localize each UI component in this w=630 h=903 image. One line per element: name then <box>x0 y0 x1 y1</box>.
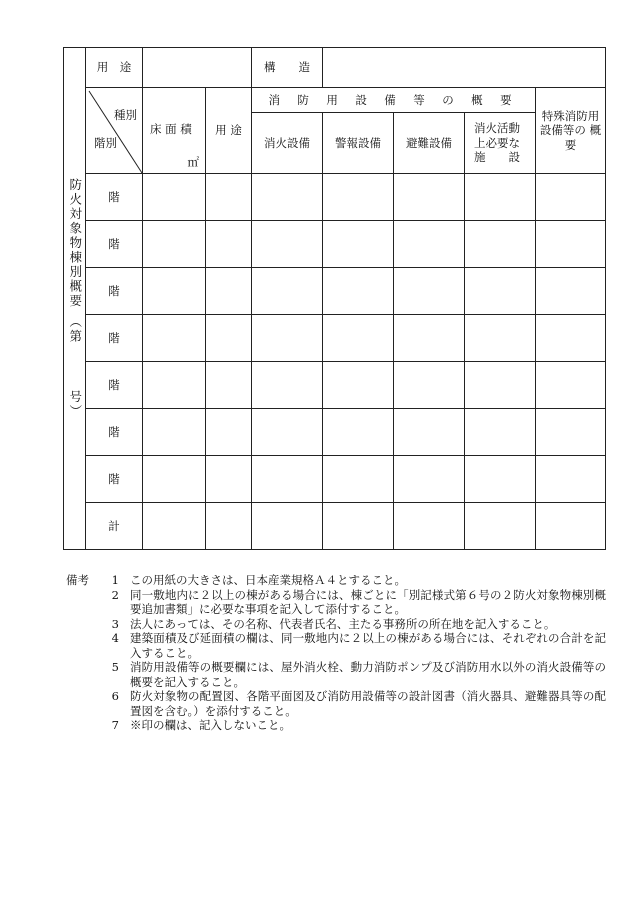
cell[interactable] <box>206 456 252 503</box>
floor-label: 階 <box>86 174 143 221</box>
cell[interactable] <box>536 362 606 409</box>
cell[interactable] <box>465 315 536 362</box>
cell[interactable] <box>252 315 323 362</box>
table-row <box>64 362 606 409</box>
cell[interactable] <box>206 174 252 221</box>
cell[interactable] <box>394 315 465 362</box>
cell[interactable] <box>252 503 323 550</box>
cell[interactable] <box>323 221 394 268</box>
floor-label: 階 <box>86 221 143 268</box>
note-num: 4 <box>111 631 119 645</box>
note-text: 消防用設備等の概要欄には、屋外消火栓、動力消防ポンプ及び消防用水以外の消火設備等の概要を記入すること。 <box>130 660 606 689</box>
cell[interactable] <box>252 456 323 503</box>
notes-section <box>66 573 606 733</box>
diagonal-line <box>86 88 143 174</box>
shubetsu-label: 種別 <box>114 108 137 122</box>
cell[interactable] <box>394 221 465 268</box>
youto-label: 用 途 <box>86 48 143 88</box>
cell[interactable] <box>206 268 252 315</box>
note-num: 5 <box>111 660 119 674</box>
shobo-header: 消 防 用 設 備 等 の 概 要 <box>252 88 536 113</box>
note-item <box>66 631 606 660</box>
note-num: 6 <box>111 689 119 703</box>
cell[interactable] <box>323 362 394 409</box>
cell[interactable] <box>252 409 323 456</box>
total-row <box>64 503 606 550</box>
floor-label: 階 <box>86 409 143 456</box>
total-label: 計 <box>86 503 143 550</box>
cell[interactable] <box>143 503 206 550</box>
cell[interactable] <box>143 456 206 503</box>
cell[interactable] <box>206 221 252 268</box>
shubetsu-kaibetsu-cell <box>86 88 143 174</box>
cell[interactable] <box>206 503 252 550</box>
cell[interactable] <box>252 221 323 268</box>
youto-value-cell[interactable] <box>143 48 252 88</box>
note-text: 法人にあっては、その名称、代表者氏名、主たる事務所の所在地を記入すること。 <box>130 616 556 631</box>
cell[interactable] <box>206 315 252 362</box>
table-row <box>64 221 606 268</box>
cell[interactable] <box>252 174 323 221</box>
tokushu-label: 特殊消防用設備等の 概 要 <box>539 108 602 152</box>
youto-col-label: 用 途 <box>206 88 252 174</box>
cell[interactable] <box>323 409 394 456</box>
note-item <box>66 660 606 689</box>
cell[interactable] <box>252 362 323 409</box>
table-row <box>64 268 606 315</box>
side-title-cell <box>64 48 86 550</box>
cell[interactable] <box>323 315 394 362</box>
cell[interactable] <box>252 268 323 315</box>
cell[interactable] <box>206 362 252 409</box>
cell[interactable] <box>323 503 394 550</box>
note-item <box>66 689 606 718</box>
cell[interactable] <box>536 221 606 268</box>
cell[interactable] <box>465 456 536 503</box>
note-item <box>66 718 606 733</box>
cell[interactable] <box>536 268 606 315</box>
cell[interactable] <box>143 268 206 315</box>
cell[interactable] <box>143 221 206 268</box>
floor-label: 階 <box>86 362 143 409</box>
note-item <box>66 588 606 617</box>
note-num: 1 <box>111 573 119 587</box>
note-item <box>66 617 606 632</box>
cell[interactable] <box>143 362 206 409</box>
note-text: 建築面積及び延面積の欄は、同一敷地内に２以上の棟がある場合には、それぞれの合計を記入すること。 <box>130 631 606 660</box>
col-shoka: 消火設備 <box>252 113 323 174</box>
cell[interactable] <box>465 362 536 409</box>
note-text: 同一敷地内に２以上の棟がある場合には、棟ごとに「別記様式第６号の２防火対象物棟別概要追加書類」に必要な事項を記入して添付すること。 <box>130 587 606 616</box>
cell[interactable] <box>536 456 606 503</box>
cell[interactable] <box>536 315 606 362</box>
cell[interactable] <box>394 362 465 409</box>
cell[interactable] <box>143 315 206 362</box>
side-title: 防火対象物棟別概要 <box>67 178 83 309</box>
yuka-unit: ㎡ <box>187 154 199 169</box>
note-num: 2 <box>111 587 119 602</box>
cell[interactable] <box>143 409 206 456</box>
cell[interactable] <box>536 174 606 221</box>
note-text: この用紙の大きさは、日本産業規格Ａ４とすること。 <box>130 573 406 587</box>
cell[interactable] <box>465 221 536 268</box>
cell[interactable] <box>465 268 536 315</box>
tokushu-label-cell <box>536 88 606 174</box>
cell[interactable] <box>465 174 536 221</box>
table-row <box>64 174 606 221</box>
notes-head: 備考 <box>66 573 89 587</box>
note-item <box>66 573 606 588</box>
cell[interactable] <box>465 503 536 550</box>
table-row <box>64 456 606 503</box>
col-katsudo: 消火活動上必要な施 設 <box>474 121 520 165</box>
side-paren-open: （第 <box>67 314 83 344</box>
table-row <box>64 315 606 362</box>
cell[interactable] <box>536 409 606 456</box>
floor-label: 階 <box>86 315 143 362</box>
cell[interactable] <box>206 409 252 456</box>
cell[interactable] <box>536 503 606 550</box>
note-text: ※印の欄は、記入しないこと。 <box>130 718 291 732</box>
floor-label: 階 <box>86 456 143 503</box>
cell[interactable] <box>394 503 465 550</box>
yuka-menseki-label: 床 面 積 <box>150 122 192 136</box>
kaibetsu-label: 階別 <box>94 136 117 150</box>
col-keiho: 警報設備 <box>323 113 394 174</box>
cell[interactable] <box>143 174 206 221</box>
kouzou-label: 構 造 <box>252 48 323 88</box>
cell[interactable] <box>394 174 465 221</box>
note-num: 3 <box>111 616 119 631</box>
cell[interactable] <box>394 456 465 503</box>
floor-label: 階 <box>86 268 143 315</box>
cell[interactable] <box>323 174 394 221</box>
cell[interactable] <box>394 268 465 315</box>
yuka-menseki-cell <box>143 88 206 174</box>
cell[interactable] <box>394 409 465 456</box>
col-hinan: 避難設備 <box>394 113 465 174</box>
side-paren-close: 号） <box>67 389 83 419</box>
col-katsudo-cell <box>465 113 536 174</box>
cell[interactable] <box>465 409 536 456</box>
cell[interactable] <box>323 456 394 503</box>
note-text: 防火対象物の配置図、各階平面図及び消防用設備等の設計図書（消火器具、避難器具等の配置図を含む。）を添付すること。 <box>130 689 606 718</box>
table-row <box>64 409 606 456</box>
cell[interactable] <box>323 268 394 315</box>
building-summary-table <box>63 47 606 550</box>
note-num: 7 <box>111 718 119 732</box>
kouzou-value-cell[interactable] <box>323 48 606 88</box>
